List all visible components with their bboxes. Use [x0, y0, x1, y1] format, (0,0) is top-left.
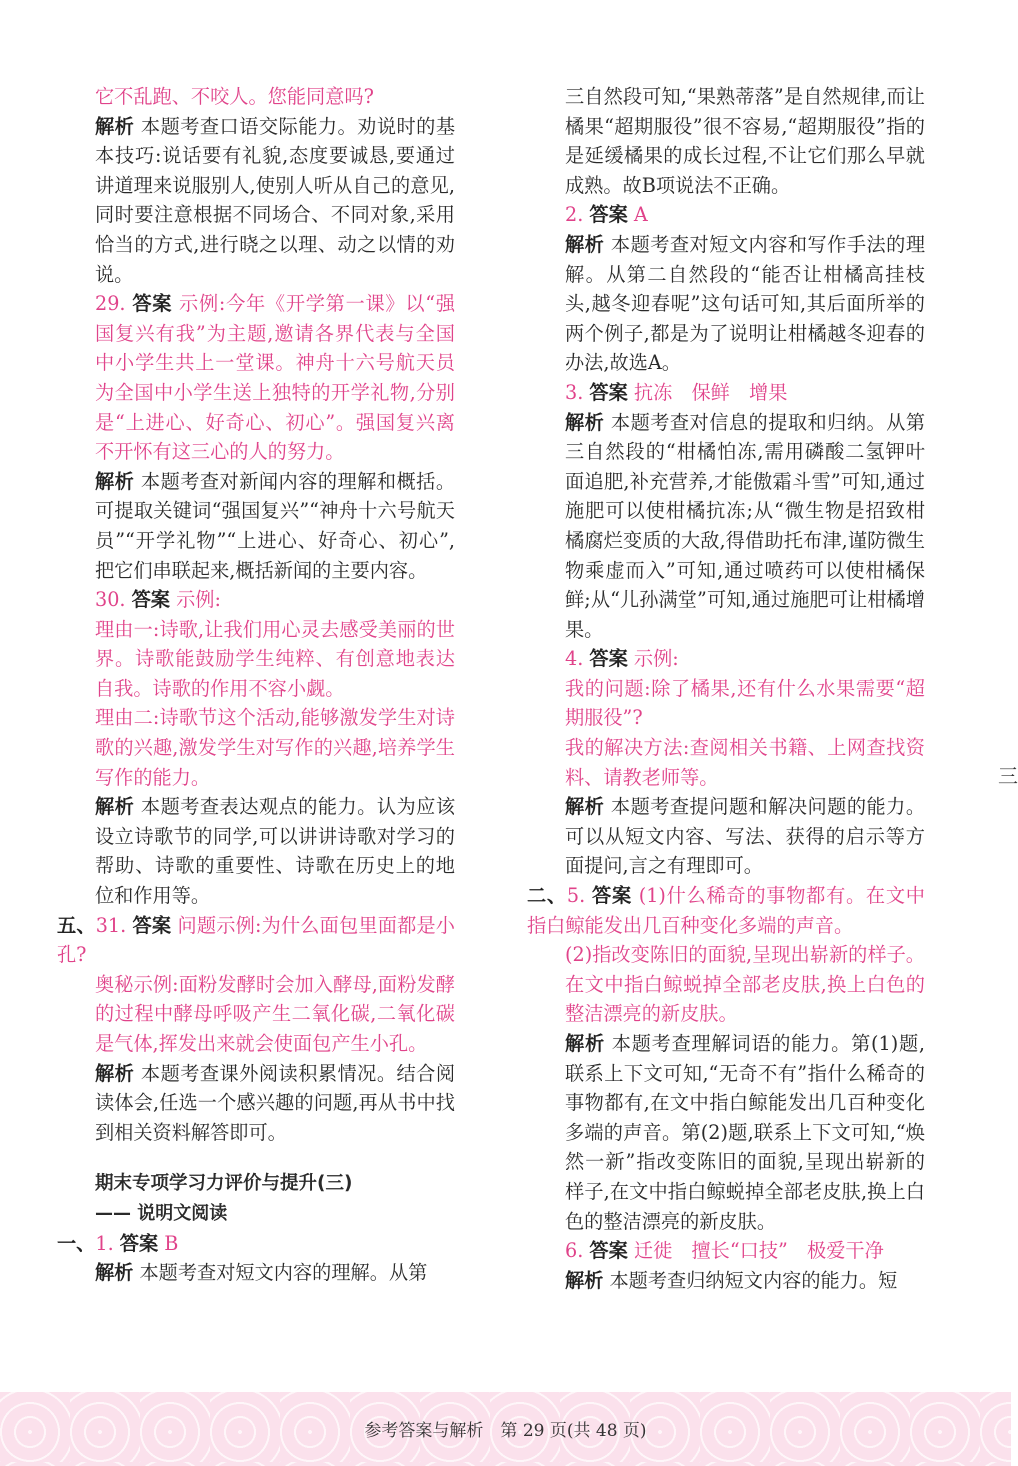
section-number: 二、	[527, 884, 567, 908]
jiexi-label: 解析	[565, 795, 605, 819]
daan-label: 答案	[119, 1231, 159, 1255]
explanation-text: 本题考查课外阅读积累情况。结合阅读体会,任选一个感兴趣的问题,再从书中找到相关资料解答即可。	[95, 1061, 456, 1144]
answer-2	[565, 200, 925, 230]
jiexi-label: 解析	[95, 114, 135, 138]
question-number: 1.	[95, 1231, 114, 1255]
answer-29	[95, 289, 455, 467]
daan-label: 答案	[589, 647, 628, 671]
explanation-text: 本题考查理解词语的能力。第(1)题,联系上下文可知,“无奇不有”指什么稀奇的事物都有,在文中指白鲸能发出几百种变化多端的声音。第(2)题,联系上下文可知,“焕然一新”指改变陈旧的面貌,呈现出崭新的样子,在文中指白鲸蜕掉全部老皮肤,换上白色的整洁漂亮的新皮肤。	[565, 1032, 925, 1233]
answer-text: B	[164, 1231, 179, 1255]
explanation-6	[565, 1266, 925, 1296]
question-number: 5.	[566, 884, 586, 908]
answer-text: 问题示例:为什么面包里面都是小孔?	[57, 913, 455, 967]
jiexi-label: 解析	[565, 410, 605, 434]
explanation-3	[565, 408, 925, 645]
question-number: 3.	[565, 380, 584, 404]
answer-6	[565, 1236, 925, 1266]
jiexi-label: 解析	[565, 232, 605, 256]
page-edge-char: 三	[998, 764, 1018, 788]
explanation-text: 本题考查表达观点的能力。认为应该设立诗歌节的同学,可以讲讲诗歌对学习的帮助、诗歌的重要性、诗歌在历史上的地位和作用等。	[95, 795, 456, 908]
answer-30	[95, 585, 455, 615]
jiexi-label: 解析	[95, 1061, 135, 1085]
explanation-31	[95, 1059, 455, 1148]
explanation-4	[565, 792, 925, 881]
explanation-continued: 三自然段可知,“果熟蒂落”是自然规律,而让橘果“超期服役”很不容易,“超期服役”指的是延缓橘果的成长过程,不让它们那么早就成熟。故B项说法不正确。	[565, 85, 925, 197]
answer-line: 它不乱跑、不咬人。您能同意吗?	[95, 85, 374, 108]
section-title: 期末专项学习力评价与提升(三)	[95, 1173, 353, 1195]
spacer	[95, 1147, 455, 1169]
answer-text: (1)什么稀奇的事物都有。在文中指白鲸能发出几百种变化多端的声音。	[527, 884, 925, 937]
answer-4	[565, 644, 925, 674]
daan-label: 答案	[589, 380, 628, 404]
jiexi-label: 解析	[565, 1032, 605, 1055]
answer-text: 示例:今年《开学第一课》以“强国复兴有我”为主题,邀请各界代表与全国中小学生共上一堂课。神舟十六号航天员为全国中小学生送上独特的开学礼物,分别是“上进心、好奇心、初心”。强国复兴离不开怀有这三心的人的努力。	[95, 292, 456, 464]
answer-5	[527, 881, 925, 940]
daan-label: 答案	[589, 1239, 628, 1263]
daan-label: 答案	[589, 203, 628, 227]
answer-31	[57, 911, 455, 970]
my-question: 我的问题:除了橘果,还有什么水果需要“超期服役”?	[565, 676, 925, 730]
section-number: 五、	[57, 913, 96, 937]
question-number: 2.	[565, 203, 584, 227]
jiexi-label: 解析	[95, 795, 135, 819]
right-column	[527, 82, 926, 1295]
answer-text: A	[633, 203, 648, 227]
answer-text: 示例:	[176, 588, 221, 612]
answer-text: 抗冻 保鲜 增果	[633, 380, 788, 404]
reason-one: 理由一:诗歌,让我们用心灵去感受美丽的世界。诗歌能鼓励学生纯粹、有创意地表达自我。诗歌的作用不容小觑。	[95, 617, 455, 700]
answer-3	[565, 378, 925, 408]
daan-label: 答案	[132, 292, 173, 316]
explanation-text: 本题考查口语交际能力。劝说时的基本技巧:说话要有礼貌,态度要诚恳,要通过讲道理来说服别人,使别人听从自己的意见,同时要注意根据不同场合、不同对象,采用恰当的方式,进行晓之以理、动之以情的劝说。	[95, 114, 456, 286]
explanation-text: 本题考查对新闻内容的理解和概括。可提取关键词“强国复兴”“神舟十六号航天员”“开学礼物”“上进心、好奇心、初心”,把它们串联起来,概括新闻的主要内容。	[95, 469, 456, 582]
section-subtitle: —— 说明文阅读	[95, 1202, 228, 1224]
question-number: 29.	[95, 292, 126, 316]
answer-5-part2: (2)指改变陈旧的面貌,呈现出崭新的样子。在文中指白鲸蜕掉全部老皮肤,换上白色的整洁漂亮的新皮肤。	[565, 943, 925, 1026]
question-number: 4.	[565, 647, 584, 671]
daan-label: 答案	[592, 884, 632, 908]
question-number: 6.	[565, 1239, 584, 1263]
page-footer	[0, 1392, 1011, 1466]
jiexi-label: 解析	[95, 469, 135, 493]
explanation-paragraph	[95, 112, 455, 290]
explanation-5	[565, 1029, 925, 1236]
left-column	[57, 82, 456, 1288]
explanation-2	[565, 230, 925, 378]
explanation-text: 本题考查对信息的提取和归纳。从第三自然段的“柑橘怕冻,需用磷酸二氢钾叶面追肥,补充营养,才能傲霜斗雪”可知,通过施肥可以使柑橘抗冻;从“微生物是招致柑橘腐烂变质的大敌,得借助托布津,谨防微生物乘虚而入”可知,通过喷药可以使柑橘保鲜;从“儿孙满堂”可知,通过施肥可让柑橘增果。	[565, 410, 926, 641]
answer-1	[57, 1229, 455, 1259]
explanation-1	[95, 1258, 455, 1288]
explanation-text: 本题考查对短文内容和写作手法的理解。从第二自然段的“能否让柑橘高挂枝头,越冬迎春呢”这句话可知,其后面所举的两个例子,都是为了说明让柑橘越冬迎春的办法,故选A。	[565, 232, 926, 375]
daan-label: 答案	[132, 913, 172, 937]
question-number: 30.	[95, 588, 126, 612]
explanation-30	[95, 792, 455, 910]
section-number: 一、	[57, 1231, 96, 1255]
explanation-29	[95, 467, 455, 585]
my-method: 我的解决方法:查阅相关书籍、上网查找资料、请教老师等。	[565, 736, 925, 789]
explanation-text: 本题考查对短文内容的理解。从第	[139, 1261, 428, 1285]
jiexi-label: 解析	[95, 1261, 134, 1285]
jiexi-label: 解析	[565, 1268, 604, 1292]
reason-two: 理由二:诗歌节这个活动,能够激发学生对诗歌的兴趣,激发学生对写作的兴趣,培养学生写作的能力。	[95, 706, 455, 789]
explanation-text: 本题考查提问题和解决问题的能力。可以从短文内容、写法、获得的启示等方面提问,言之有理即可。	[565, 795, 926, 878]
daan-label: 答案	[131, 588, 170, 612]
answer-text: 迁徙 擅长“口技” 极爱干净	[633, 1239, 884, 1263]
question-number: 31.	[95, 913, 127, 937]
mystery-example: 奥秘示例:面粉发酵时会加入酵母,面粉发酵的过程中酵母呼吸产生二氧化碳,二氧化碳是气体,挥发出来就会使面包产生小孔。	[95, 972, 455, 1055]
footer-page-info: 参考答案与解析 第 29 页(共 48 页)	[364, 1421, 647, 1441]
explanation-text: 本题考查归纳短文内容的能力。短	[609, 1268, 898, 1292]
answer-text: 示例:	[633, 647, 679, 671]
